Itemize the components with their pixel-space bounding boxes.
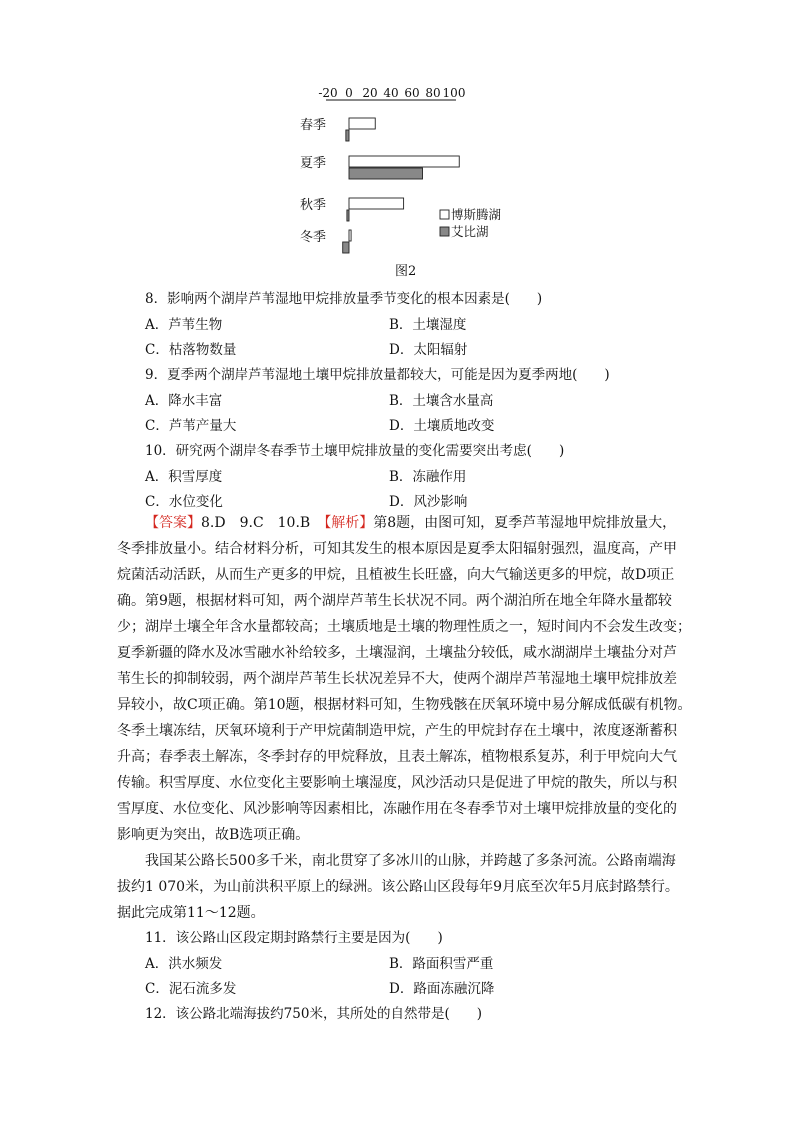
bar-bosten-lake bbox=[349, 198, 404, 209]
category-label: 夏季 bbox=[300, 156, 327, 171]
q8-option-b: B．土壤湿度 bbox=[389, 317, 467, 333]
q11-option-c: C．泥石流多发 bbox=[145, 981, 237, 997]
legend-label: 艾比湖 bbox=[451, 224, 489, 239]
legend-swatch bbox=[440, 210, 449, 219]
answer-tag: 【答案】 bbox=[145, 515, 201, 531]
bar-ebinur-lake bbox=[347, 210, 349, 221]
bar-bosten-lake bbox=[349, 118, 375, 129]
q10-option-c: C．水位变化 bbox=[145, 494, 223, 510]
analysis-line: 确。第9题，根据材料可知，两个湖岸芦苇生长状况不同。两个湖泊所在地全年降水量都较 bbox=[117, 593, 672, 609]
analysis-line: 雪厚度、水位变化、风沙影响等因素相比，冻融作用在冬春季节对土壤甲烷排放量的变化的 bbox=[117, 801, 677, 817]
x-tick-label: 100 bbox=[442, 86, 466, 100]
q8-option-d: D．太阳辐射 bbox=[389, 342, 468, 358]
analysis-line: 苇生长的抑制较弱，两个湖岸芦苇生长状况差异不大，使两个湖岸芦苇湿地土壤甲烷排放差 bbox=[117, 671, 677, 687]
category-label: 春季 bbox=[300, 118, 327, 133]
q10-option-d: D．风沙影响 bbox=[389, 494, 468, 510]
category-label: 冬季 bbox=[300, 230, 327, 245]
bar-ebinur-lake bbox=[343, 242, 349, 253]
material-paragraph bbox=[117, 848, 685, 926]
material-line: 拔约1 070米，为山前洪积平原上的绿洲。该公路山区段每年9月底至次年5月底封路禁行。 bbox=[117, 879, 679, 895]
q9-option-c: C．芦苇产量大 bbox=[145, 418, 237, 434]
analysis-line: 少；湖岸土壤全年含水量都较高；土壤质地是土壤的物理性质之一，短时间内不会发生改变； bbox=[117, 619, 691, 635]
answer-first-line bbox=[117, 510, 685, 536]
methane-emission-bar-chart bbox=[300, 86, 510, 256]
q9-option-b: B．土壤含水量高 bbox=[389, 393, 494, 409]
category-label: 秋季 bbox=[300, 198, 327, 213]
x-tick-label: 60 bbox=[404, 86, 420, 100]
question-8-stem: 8．影响两个湖岸芦苇湿地甲烷排放量季节变化的根本因素是( ) bbox=[145, 291, 543, 307]
bar-ebinur-lake bbox=[346, 130, 349, 141]
question-12-stem: 12．该公路北端海拔约750米，其所处的自然带是( ) bbox=[145, 1006, 482, 1022]
x-axis-ticks bbox=[318, 86, 465, 100]
x-tick-label: -20 bbox=[318, 86, 338, 100]
category-labels bbox=[300, 118, 326, 245]
bar-bosten-lake bbox=[349, 156, 459, 167]
answer-values: 8.D 9.C 10.B bbox=[201, 515, 325, 531]
q8-option-c: C．枯落物数量 bbox=[145, 342, 237, 358]
question-9-stem: 9．夏季两个湖岸芦苇湿地土壤甲烷排放量都较大，可能是因为夏季两地( ) bbox=[145, 367, 610, 383]
x-tick-label: 20 bbox=[362, 86, 378, 100]
analysis-line: 升高；春季表土解冻，冬季封存的甲烷释放，且表土解冻，植物根系复苏，利于甲烷向大气 bbox=[117, 749, 677, 765]
analysis-tag: 【解析】 bbox=[324, 515, 374, 531]
x-tick-label: 40 bbox=[383, 86, 399, 100]
figure-label: 图2 bbox=[395, 264, 417, 279]
bar-ebinur-lake bbox=[349, 168, 423, 179]
q9-option-d: D．土壤质地改变 bbox=[389, 418, 495, 434]
q11-option-b: B．路面积雪严重 bbox=[389, 956, 494, 972]
legend-swatch bbox=[440, 227, 449, 236]
q9-option-a: A．降水丰富 bbox=[145, 393, 223, 409]
q10-option-a: A．积雪厚度 bbox=[145, 469, 223, 485]
q10-option-b: B．冻融作用 bbox=[389, 469, 467, 485]
question-10-stem: 10．研究两个湖岸冬春季节土壤甲烷排放量的变化需要突出考虑( ) bbox=[145, 443, 565, 459]
q8-option-a: A．芦苇生物 bbox=[145, 317, 223, 333]
analysis-line: 冬季排放量小。结合材料分析，可知其发生的根本原因是夏季太阳辐射强烈，温度高，产甲 bbox=[117, 541, 677, 557]
q11-option-a: A．洪水频发 bbox=[145, 956, 223, 972]
bar-bosten-lake bbox=[349, 230, 351, 241]
analysis-line: 冬季土壤冻结，厌氧环境利于产甲烷菌制造甲烷，产生的甲烷封存在土壤中，浓度逐渐蓄积 bbox=[117, 723, 677, 739]
analysis-line: 影响更为突出，故B选项正确。 bbox=[117, 827, 310, 843]
x-tick-label: 0 bbox=[345, 86, 353, 100]
analysis-line: 传输。积雪厚度、水位变化主要影响土壤湿度，风沙活动只是促进了甲烷的散失，所以与积 bbox=[117, 775, 677, 791]
question-11-stem: 11．该公路山区段定期封路禁行主要是因为( ) bbox=[145, 930, 443, 946]
analysis-line: 夏季新疆的降水及冰雪融水补给较多，土壤湿润，土壤盐分较低，咸水湖湖岸土壤盐分对芦 bbox=[117, 645, 677, 661]
material-line: 我国某公路长500多千米，南北贯穿了多冰川的山脉，并跨越了多条河流。公路南端海 bbox=[145, 853, 676, 869]
legend bbox=[440, 207, 502, 239]
material-line: 据此完成第11～12题。 bbox=[117, 905, 265, 921]
legend-label: 博斯腾湖 bbox=[451, 207, 502, 222]
x-tick-label: 80 bbox=[425, 86, 441, 100]
analysis-first-text: 第8题，由图可知，夏季芦苇湿地甲烷排放量大， bbox=[373, 515, 677, 531]
q11-option-d: D．路面冻融沉降 bbox=[389, 981, 495, 997]
analysis-line: 烷菌活动活跃，从而生产更多的甲烷，且植被生长旺盛，向大气输送更多的甲烷，故D项正 bbox=[117, 567, 675, 583]
analysis-line: 异较小，故C项正确。第10题，根据材料可知，生物残骸在厌氧环境中易分解成低碳有机物。 bbox=[117, 697, 692, 713]
answer-analysis bbox=[117, 510, 692, 848]
